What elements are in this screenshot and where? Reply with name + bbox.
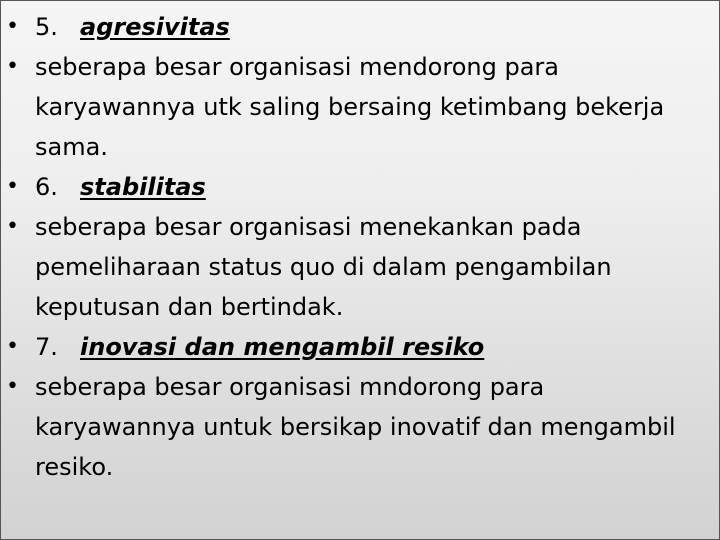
item-number: 5. (35, 13, 58, 41)
bullet-item-description-7 (1, 367, 719, 487)
item-description: seberapa besar organisasi mndorong para karyawannya untuk bersikap inovatif dan mengambil resiko. (35, 373, 676, 481)
bullet-item-heading-5 (1, 7, 719, 47)
item-description: seberapa besar organisasi menekankan pada pemeliharaan status quo di dalam pengambilan keputusan dan bertindak. (35, 213, 612, 321)
item-term: inovasi dan mengambil resiko (80, 333, 485, 361)
item-term: stabilitas (80, 173, 206, 201)
item-term: agresivitas (80, 13, 230, 41)
bullet-dot-icon: • (6, 214, 19, 239)
item-number: 7. (35, 333, 58, 361)
bullet-item-description-6 (1, 207, 719, 327)
bullet-list (1, 1, 719, 487)
item-number: 6. (35, 173, 58, 201)
item-description: seberapa besar organisasi mendorong para karyawannya utk saling bersaing ketimbang bekerja sama. (35, 53, 665, 161)
bullet-dot-icon: • (6, 374, 19, 399)
bullet-dot-icon: • (6, 14, 19, 39)
bullet-item-description-5 (1, 47, 719, 167)
bullet-dot-icon: • (6, 334, 19, 359)
bullet-dot-icon: • (6, 54, 19, 79)
bullet-item-heading-6 (1, 167, 719, 207)
bullet-dot-icon: • (6, 174, 19, 199)
bullet-item-heading-7 (1, 327, 719, 367)
